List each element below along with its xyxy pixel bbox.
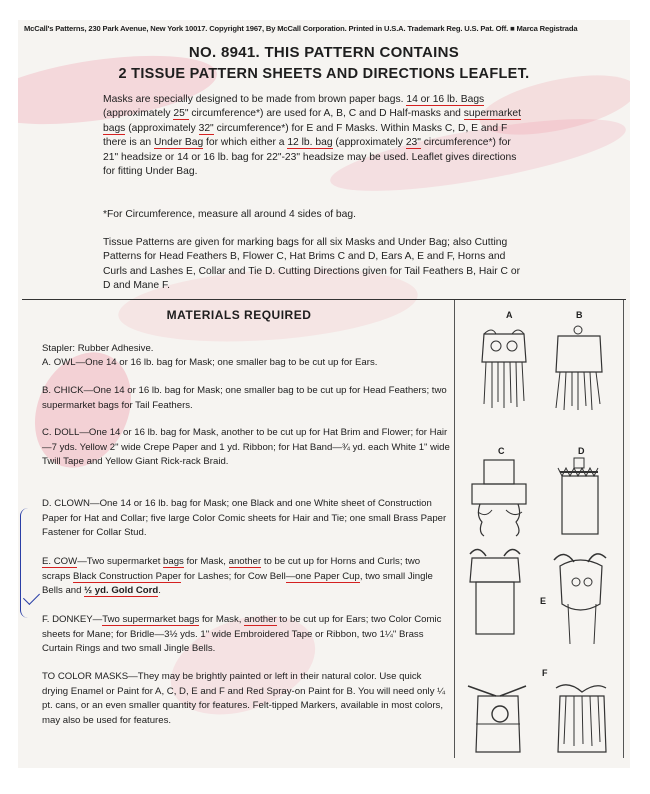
publisher-line bbox=[24, 24, 634, 33]
materials-cow bbox=[42, 555, 450, 599]
label-c: C bbox=[498, 446, 505, 456]
underlined-text: 23" bbox=[405, 137, 421, 149]
materials-text: to be cut up for Horns and Curls; two scraps bbox=[42, 556, 421, 582]
intro-text: circumference*) are used for A, B, C and D Half-masks and bbox=[188, 108, 464, 120]
publisher-text: McCall's Patterns, 230 Park Avenue, New York 10017. Copyright 1967, By McCall Corporation. Printed in U.S.A. Trademark Reg. U.S. Pat. Off. bbox=[24, 24, 511, 33]
label-a: A bbox=[506, 310, 513, 320]
square-mark-icon: ■ bbox=[510, 24, 515, 33]
materials-owl: A. OWL—One 14 or 16 lb. bag for Mask; one smaller bag to be cut up for Ears. bbox=[42, 357, 378, 368]
materials-text: , two small Jingle Bells and bbox=[42, 570, 433, 596]
mask-e-drawing bbox=[470, 549, 606, 644]
intro-text: Masks are specially designed to be made from brown paper bags. bbox=[103, 94, 407, 105]
label-d: D bbox=[578, 446, 585, 456]
pattern-subtitle: 2 TISSUE PATTERN SHEETS AND DIRECTIONS LEAFLET. bbox=[118, 66, 530, 82]
materials-text: to be cut up for Ears; two Color Comic sheets for Mane; for Bridle—3½ yds. 1" wide Embroidered Tape or Ribbon, two 1¼" Brass Curtain Rings and two small Jingle Bells. bbox=[42, 614, 442, 654]
mask-a-drawing bbox=[482, 310, 526, 408]
underlined-text: 32" bbox=[198, 122, 214, 134]
materials-clown: D. CLOWN—One 14 or 16 lb. bag for Mask; one Black and one White sheet of Construction Paper for Hat and Collar; five large Color Comic sheets for Hair and Tie; one small Brass Paper Fastener for Collar Stud. bbox=[42, 498, 447, 538]
underlined-text: another bbox=[244, 614, 277, 625]
tissue-patterns-paragraph: Tissue Patterns are given for marking bags for all six Masks and Under Bag; also Cutting Patterns for Head Feathers B, Flower C, Hat Brims C and D, Ears A, E and F, Horns and Curls and Lashes E, Collar and Tie D. Cutting Directions given for Tail Feathers B, Hair C or D and Mane F. bbox=[103, 237, 521, 292]
underlined-text: Two supermarket bags bbox=[102, 614, 200, 625]
mask-d-drawing bbox=[558, 446, 598, 534]
underlined-text: supermarket bags bbox=[103, 108, 521, 134]
underlined-text: 25" bbox=[173, 108, 189, 120]
mask-illustrations bbox=[456, 304, 622, 756]
materials-text: — bbox=[92, 614, 103, 625]
intro-text: (approximately bbox=[332, 137, 406, 149]
materials-heading: MATERIALS REQUIRED bbox=[166, 308, 312, 322]
column-divider bbox=[454, 300, 455, 758]
underlined-text: E. COW bbox=[42, 556, 78, 567]
mask-c-drawing bbox=[472, 446, 526, 536]
mask-f-drawing bbox=[468, 668, 606, 752]
underlined-text: Black Construction Paper bbox=[72, 570, 182, 582]
intro-text: for which either a bbox=[203, 137, 288, 149]
intro-paragraph bbox=[103, 93, 523, 179]
materials-text: —Two supermarket bbox=[77, 556, 164, 567]
materials-chick: B. CHICK—One 14 or 16 lb. bag for Mask; one smaller bag to be cut up for Head Feathers; two supermarket bags for Tail Feathers. bbox=[42, 385, 447, 411]
intro-text: (approximately bbox=[125, 122, 199, 134]
label-b: B bbox=[576, 310, 583, 320]
pattern-title: NO. 8941. THIS PATTERN CONTAINS bbox=[188, 44, 460, 61]
label-e: E bbox=[540, 596, 547, 606]
underlined-text: bags bbox=[163, 556, 184, 567]
column-divider bbox=[623, 300, 624, 758]
materials-text: for Mask, bbox=[199, 614, 245, 625]
materials-doll: C. DOLL—One 14 or 16 lb. bag for Mask, another to be cut up for Hat Brim and Flower; for Hair—7 yds. Yellow 2" wide Crepe Paper and 1 yd. Ribbon; for Hat Band—¾ yd. each White 1" wide Twill Tape and Yellow Giant Rick-rack Braid. bbox=[42, 427, 450, 467]
mask-illustrations-svg bbox=[456, 304, 622, 756]
underlined-text: Under Bag bbox=[153, 137, 204, 149]
underlined-text: another bbox=[228, 556, 262, 567]
materials-text: for Mask, bbox=[183, 556, 229, 567]
intro-text: (approximately bbox=[103, 108, 174, 120]
materials-donkey bbox=[42, 613, 450, 657]
underlined-text: —one Paper Cup bbox=[285, 570, 360, 582]
section-divider bbox=[22, 299, 626, 300]
circumference-note: *For Circumference, measure all around 4 sides of bag. bbox=[103, 209, 356, 220]
mask-b-drawing bbox=[556, 310, 602, 410]
intro-text: circumference*) for 21" headsize or 14 or 16 lb. bag for 22"-23" headsize may be used. Leaflet gives directions for fitting Under Bag. bbox=[103, 137, 517, 178]
underlined-text: ½ yd. Gold Cord bbox=[84, 585, 159, 596]
materials-text: F. DONKEY bbox=[42, 614, 93, 625]
materials-color-masks: TO COLOR MASKS—They may be brightly painted or left in their natural color. Use quick drying Enamel or Paint for A, C, D, E and F and Red Spray-on Paint for B. You will need only ¼ pt. cans, or an even smaller quantity for features. Felt-tipped Markers, available in most colors, may also be used for features. bbox=[42, 671, 446, 726]
label-f: F bbox=[542, 668, 548, 678]
materials-stapler: Stapler: Rubber Adhesive. bbox=[42, 343, 154, 354]
trademark-text: Marca Registrada bbox=[514, 24, 578, 33]
materials-text: . bbox=[158, 585, 161, 596]
intro-text: circumference*) for E and F Masks. Within Masks C, D, E and F there is an bbox=[103, 122, 508, 149]
materials-text: for Lashes; for Cow Bell bbox=[181, 570, 286, 582]
underlined-text: 14 or 16 lb. Bags bbox=[406, 94, 485, 105]
underlined-text: 12 lb. bag bbox=[287, 137, 333, 149]
